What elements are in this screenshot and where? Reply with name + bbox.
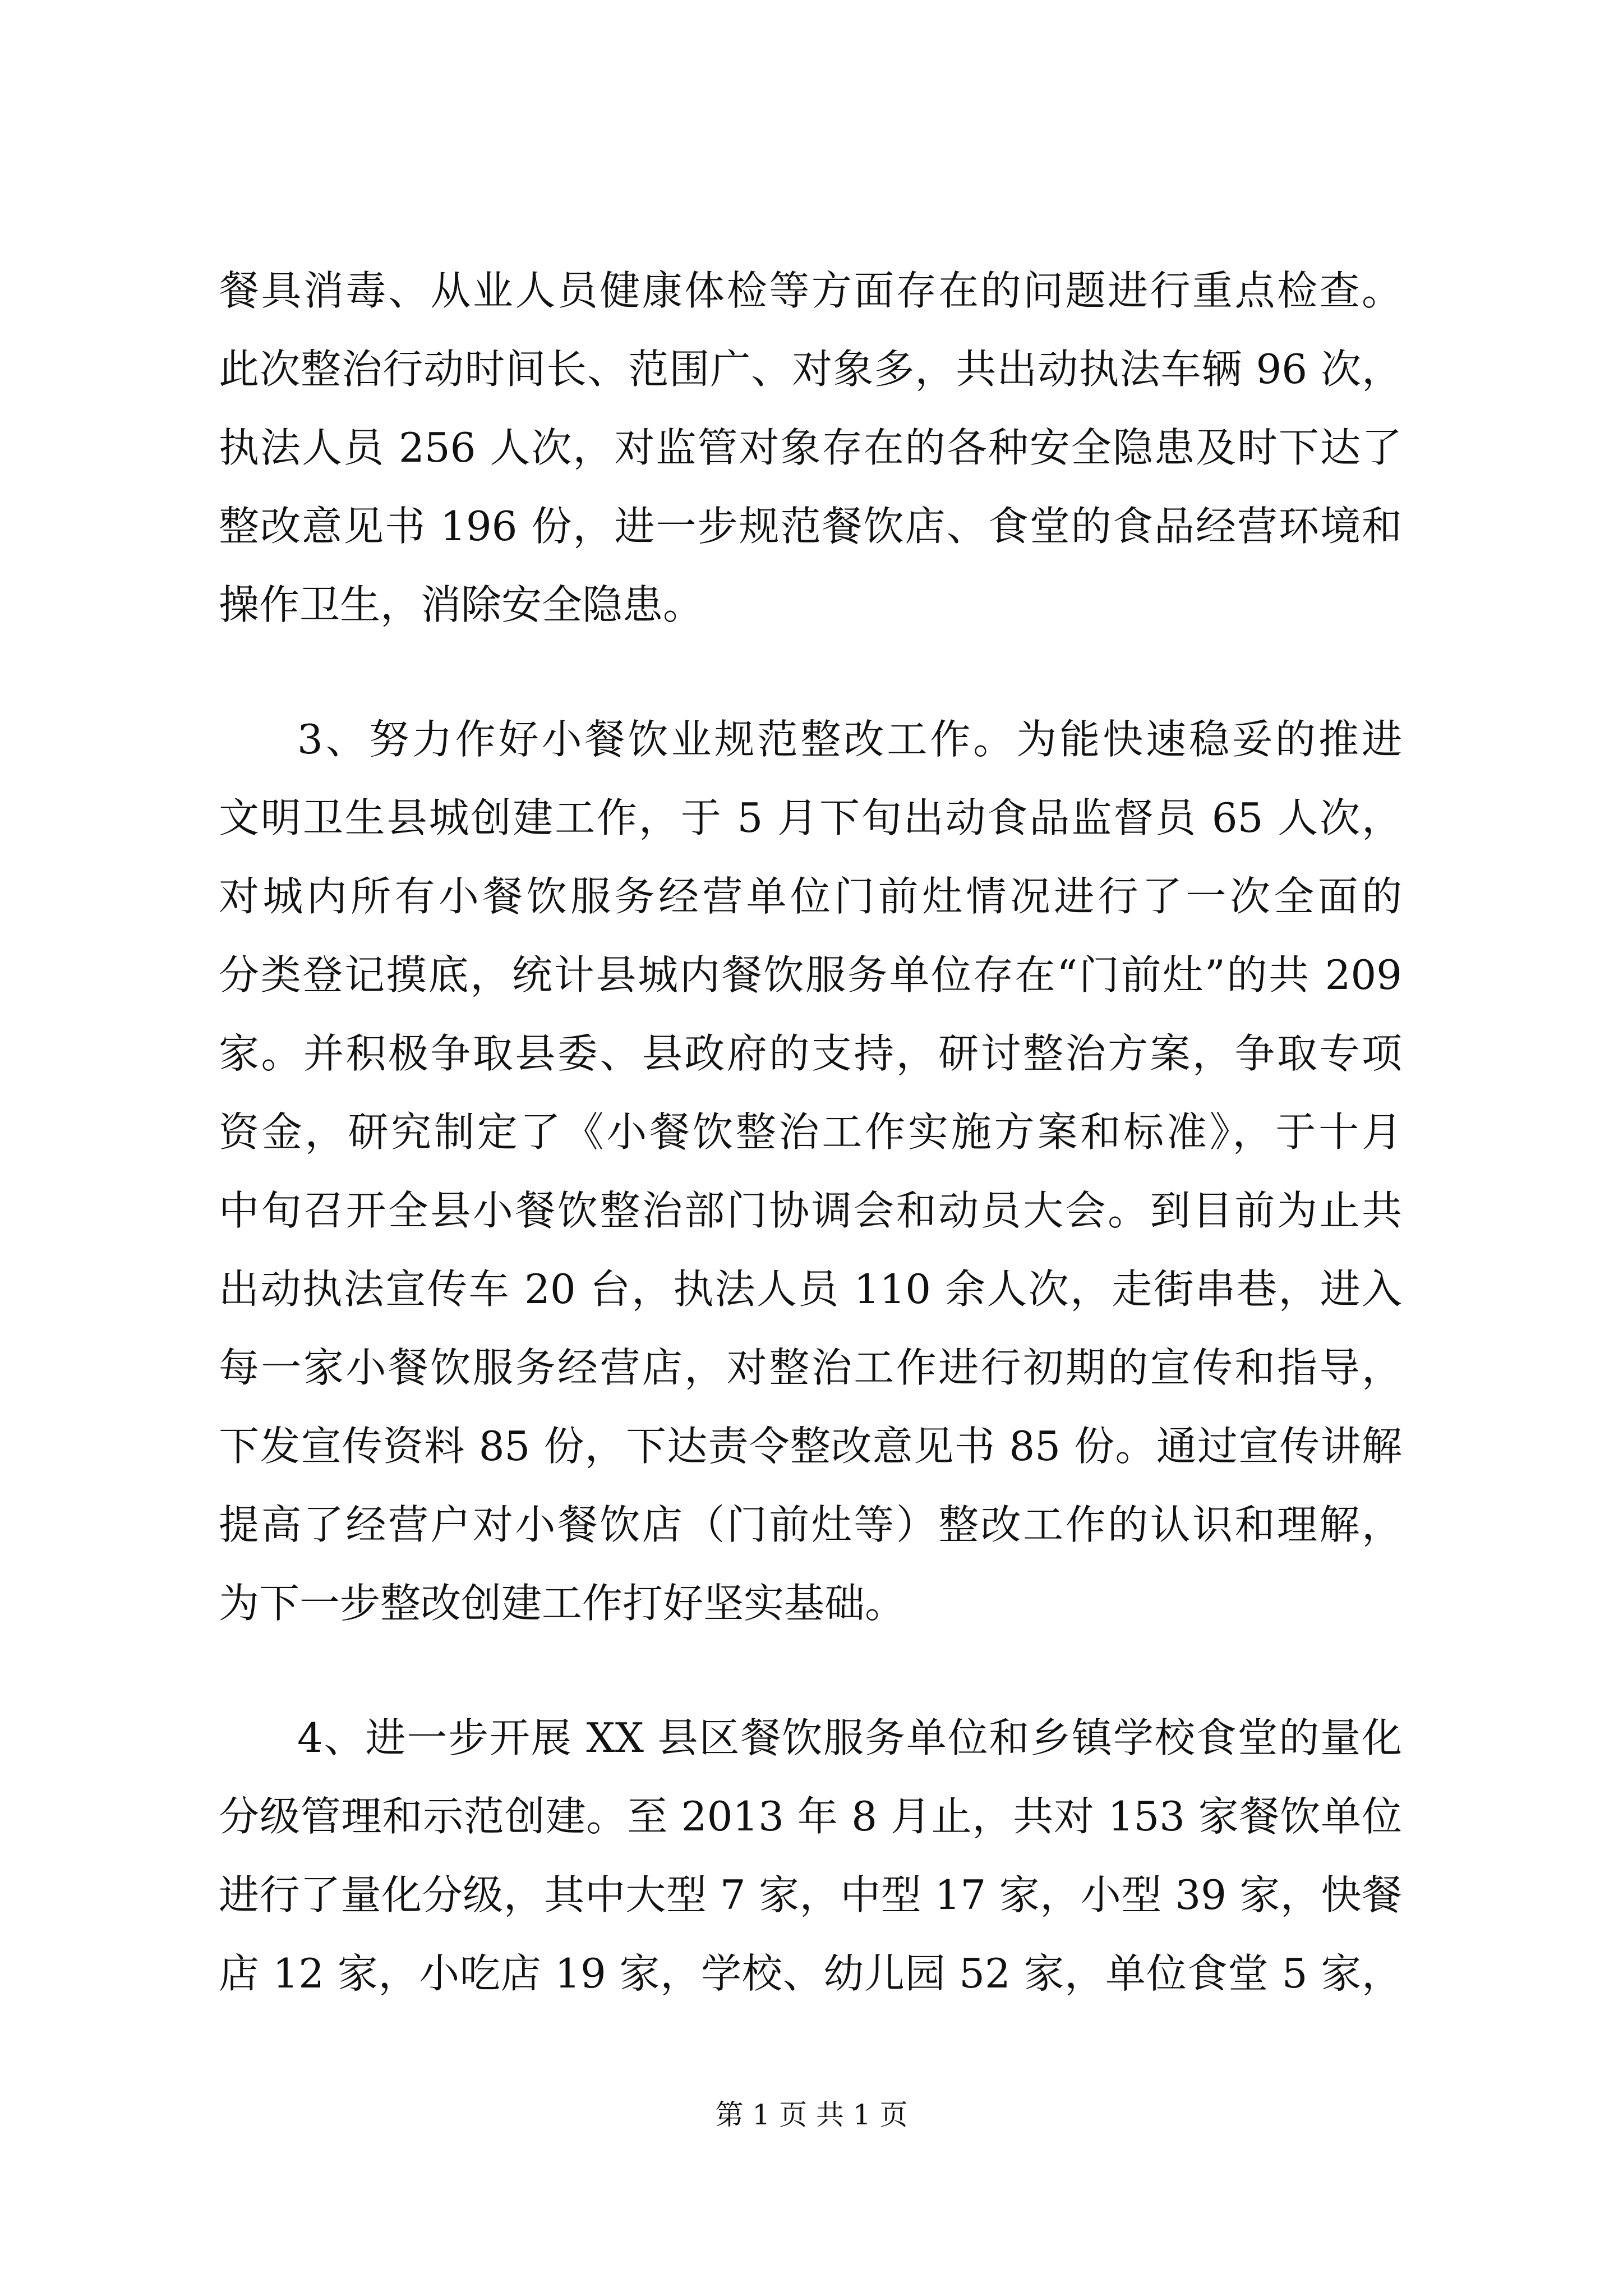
body-text-line: 进行了量化分级，其中大型 7 家，中型 17 家，小型 39 家，快餐 — [219, 1871, 1402, 1918]
body-text-line: 分级管理和示范创建。至 2013 年 8 月止，共对 153 家餐饮单位 — [219, 1793, 1402, 1840]
body-text-line: 3、努力作好小餐饮业规范整改工作。为能快速稳妥的推进 — [297, 716, 1402, 763]
page-footer: 第 1 页 共 1 页 — [715, 2099, 908, 2131]
body-text-line: 整改意见书 196 份，进一步规范餐饮店、食堂的食品经营环境和 — [219, 503, 1402, 550]
body-text-line: 此次整治行动时间长、范围广、对象多，共出动执法车辆 96 次， — [219, 346, 1402, 393]
body-text-line: 对城内所有小餐饮服务经营单位门前灶情况进行了一次全面的 — [219, 873, 1402, 920]
body-text-line: 店 12 家，小吃店 19 家，学校、幼儿园 52 家，单位食堂 5 家， — [219, 1950, 1402, 1997]
body-text-line: 文明卫生县城创建工作，于 5 月下旬出动食品监督员 65 人次， — [219, 794, 1402, 841]
body-text-line: 每一家小餐饮服务经营店，对整治工作进行初期的宣传和指导， — [219, 1344, 1402, 1391]
body-text-line: 下发宣传资料 85 份，下达责令整改意见书 85 份。通过宣传讲解 — [219, 1423, 1402, 1470]
body-text-line: 操作卫生，消除安全隐患。 — [219, 581, 704, 628]
body-text-line: 家。并积极争取县委、县政府的支持，研讨整治方案，争取专项 — [219, 1030, 1402, 1077]
body-text-line: 为下一步整改创建工作打好坚实基础。 — [219, 1580, 906, 1627]
body-text-line: 执法人员 256 人次，对监管对象存在的各种安全隐患及时下达了 — [219, 424, 1402, 471]
body-text-line: 餐具消毒、从业人员健康体检等方面存在的问题进行重点检查。 — [219, 267, 1402, 314]
body-text-line: 分类登记摸底，统计县城内餐饮服务单位存在“门前灶”的共 209 — [219, 951, 1402, 999]
body-text-line: 资金，研究制定了《小餐饮整治工作实施方案和标准》，于十月 — [219, 1108, 1402, 1156]
body-text-line: 4、进一步开展 XX 县区餐饮服务单位和乡镇学校食堂的量化 — [297, 1714, 1402, 1761]
body-text-line: 出动执法宣传车 20 台，执法人员 110 余人次，走街串巷，进入 — [219, 1266, 1402, 1313]
body-text-line: 提高了经营户对小餐饮店（门前灶等）整改工作的认识和理解， — [219, 1501, 1402, 1548]
body-text-line: 中旬召开全县小餐饮整治部门协调会和动员大会。到目前为止共 — [219, 1187, 1402, 1234]
